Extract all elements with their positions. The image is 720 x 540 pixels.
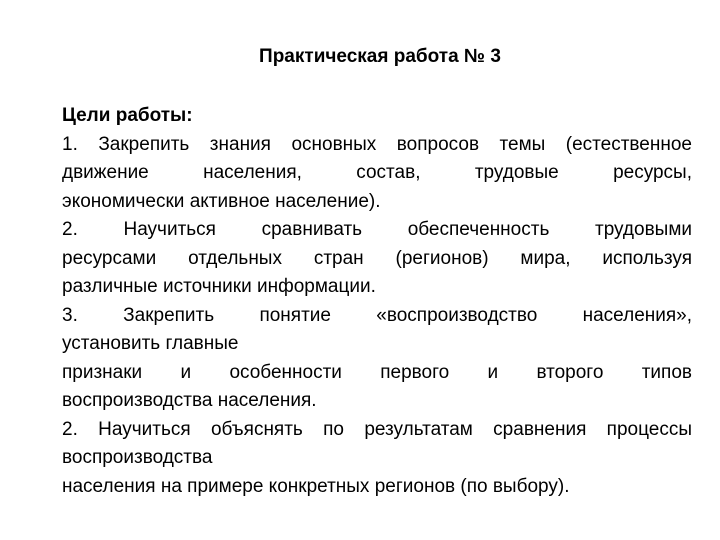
- text-line: ресурсами отдельных стран (регионов) мира, используя: [62, 247, 692, 269]
- goals-list: [62, 131, 692, 502]
- text-line: воспроизводства: [62, 447, 213, 468]
- text-line: различные источники информации.: [62, 276, 376, 297]
- goals-heading: Цели работы:: [62, 105, 193, 126]
- text-line: 3. Закрепить понятие «воспроизводство населения»,: [62, 304, 692, 326]
- text-line: 1. Закрепить знания основных вопросов темы (естественное: [62, 133, 692, 155]
- goals-section: [62, 102, 692, 501]
- text-line: установить главные: [62, 333, 239, 354]
- text-line: признаки и особенности первого и второго типов: [62, 361, 692, 383]
- text-line: воспроизводства населения.: [62, 390, 317, 411]
- text-line: экономически активное население).: [62, 190, 381, 212]
- text-line: 2. Научиться объяснять по результатам сравнения процессы: [62, 418, 692, 440]
- text-line: 2. Научиться сравнивать обеспеченность трудовыми: [62, 219, 692, 240]
- text-line: населения на примере конкретных регионов (по выбору).: [62, 475, 570, 497]
- page-title: Практическая работа № 3: [259, 46, 501, 67]
- text-line: движение населения, состав, трудовые ресурсы,: [62, 162, 692, 183]
